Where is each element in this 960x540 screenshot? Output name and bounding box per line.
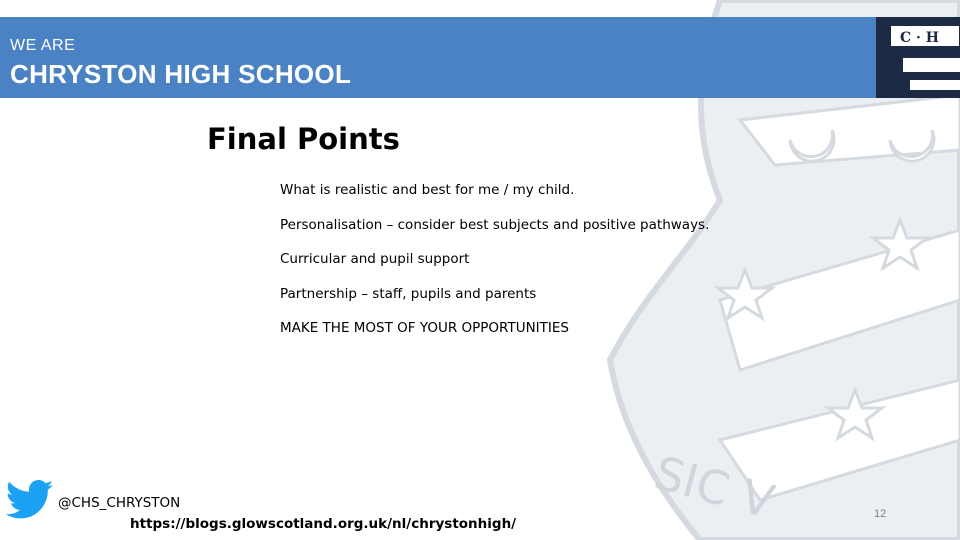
school-name: CHRYSTON HIGH SCHOOL [10,59,352,89]
header-banner [0,17,876,98]
list-item: Partnership – staff, pupils and parents [280,285,537,302]
list-item: Personalisation – consider best subjects and positive pathways. [280,216,710,233]
crest-motto: SIC V [648,445,780,529]
crest-letters: C · H [900,30,939,46]
slide-title: Final Points [207,122,400,156]
list-item: MAKE THE MOST OF YOUR OPPORTUNITIES [280,320,569,336]
list-item: Curricular and pupil support [280,251,470,267]
twitter-handle[interactable]: @CHS_CHRYSTON [58,495,181,511]
header-kicker: WE ARE [10,37,76,54]
final-points-list [280,180,709,353]
blog-url-link[interactable]: https://blogs.glowscotland.org.uk/nl/chrystonhigh/ [130,516,517,532]
page-number: 12 [874,508,887,520]
list-item: What is realistic and best for me / my child. [280,182,575,198]
twitter-bird-icon[interactable] [6,480,54,520]
